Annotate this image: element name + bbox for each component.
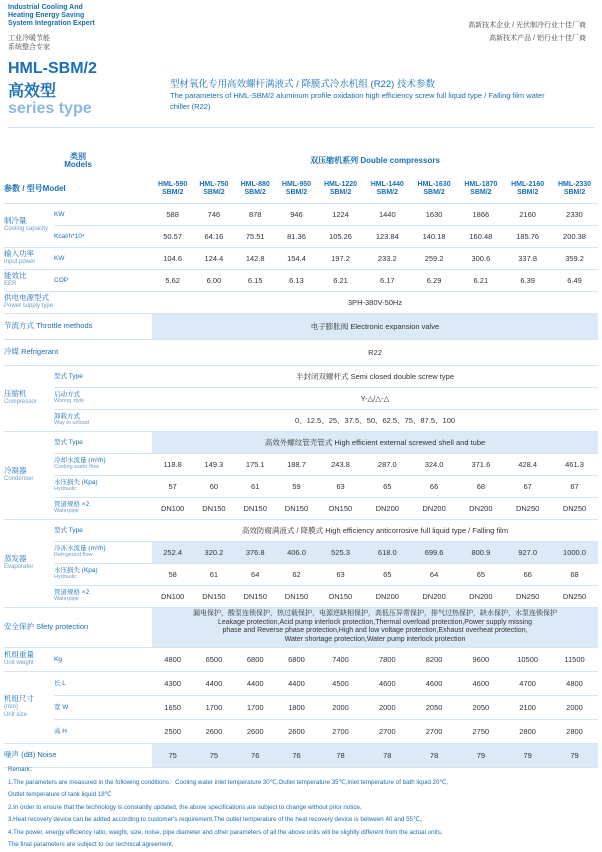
cell: 67: [504, 475, 551, 497]
cooling-kw-row: [4, 203, 598, 225]
evaporator-drop-row: [4, 563, 598, 585]
model-column-header: HML-1220 SBM/2: [317, 175, 364, 203]
sub-label: 管道规格 ×2 Waterpipe: [54, 585, 152, 607]
model-column-header: HML-2330 SBM/2: [551, 175, 598, 203]
cell: 359.2: [551, 247, 598, 269]
model-column-header: HML-880 SBM/2: [235, 175, 276, 203]
model-column-header: HML-2160 SBM/2: [504, 175, 551, 203]
cell: 7400: [317, 647, 364, 671]
noise-label: 噪声 (dB) Noise: [4, 743, 152, 767]
cell: 371.6: [457, 453, 504, 475]
condenser-pipe-row: [4, 497, 598, 519]
cell: 2000: [364, 695, 411, 719]
cell: 6.15: [235, 269, 276, 291]
weight-row: [4, 647, 598, 671]
cell: 66: [504, 563, 551, 585]
cell: 76: [276, 743, 317, 767]
slogan-line: System Integration Expert: [8, 20, 95, 27]
cell: 2330: [551, 203, 598, 225]
cell: 66: [411, 475, 458, 497]
input-power-row: [4, 247, 598, 269]
cell: 2000: [551, 695, 598, 719]
sub-label: 宽 W: [54, 695, 152, 719]
cell: 4600: [411, 671, 458, 695]
start-row: [4, 387, 598, 409]
cell: DN250: [504, 497, 551, 519]
cell: DN150: [317, 497, 364, 519]
cell: 175.1: [235, 453, 276, 475]
unit-label: KW: [54, 247, 152, 269]
model-column-header: HML-1870 SBM/2: [457, 175, 504, 203]
cell: 185.76: [504, 225, 551, 247]
cell: 746: [193, 203, 234, 225]
sub-label: 长 L: [54, 671, 152, 695]
cell: 142.8: [235, 247, 276, 269]
cell: 4400: [276, 671, 317, 695]
model-column-header: HML-1630 SBM/2: [411, 175, 458, 203]
cell: 699.6: [411, 541, 458, 563]
cell: 58: [152, 563, 193, 585]
cell: 64: [411, 563, 458, 585]
remark-line: 1.The parameters are measured in the following conditions：Cooling water inlet temperature 30℃,Outlet temperature 35℃,Inlet temperature of bath liquid 20℃,: [8, 778, 449, 786]
param-model-label: 参数 / 型号Model: [4, 175, 152, 203]
cell: 78: [411, 743, 458, 767]
cell: 259.2: [411, 247, 458, 269]
cell: 1800: [276, 695, 317, 719]
width-row: [4, 695, 598, 719]
cell: 200.38: [551, 225, 598, 247]
cell: 1700: [193, 695, 234, 719]
cell: DN150: [193, 497, 234, 519]
cell: 6.39: [504, 269, 551, 291]
power-value: 3PH-380V-50Hz: [152, 291, 598, 313]
cell: DN200: [411, 497, 458, 519]
cell: 11500: [551, 647, 598, 671]
remarks: [8, 764, 594, 852]
cell: 2700: [411, 719, 458, 743]
power-label: 供电电源型式 Power supply type: [4, 291, 152, 313]
cell: 63: [317, 475, 364, 497]
cell: 337.8: [504, 247, 551, 269]
cell: 1440: [364, 203, 411, 225]
cell: 6.13: [276, 269, 317, 291]
cell: DN250: [551, 585, 598, 607]
cell: 2050: [457, 695, 504, 719]
cell: 4400: [235, 671, 276, 695]
cell: 160.48: [457, 225, 504, 247]
cell: 140.18: [411, 225, 458, 247]
sub-label: 型式 Type: [54, 519, 152, 541]
cell: 6800: [276, 647, 317, 671]
slogan-line: 工业冷暖节能: [8, 35, 50, 42]
cell: 2600: [193, 719, 234, 743]
cell: 65: [364, 563, 411, 585]
cell: 67: [551, 475, 598, 497]
evaporator-pipe-row: [4, 585, 598, 607]
sub-label: 型式 Type: [54, 431, 152, 453]
cell: 75: [152, 743, 193, 767]
cell: 65: [457, 563, 504, 585]
cell: 4500: [317, 671, 364, 695]
cell: 64.16: [193, 225, 234, 247]
cell: DN100: [152, 497, 193, 519]
cell: 63: [317, 563, 364, 585]
cell: 2500: [152, 719, 193, 743]
cell: 64: [235, 563, 276, 585]
cell: 6.21: [317, 269, 364, 291]
cell: 124.4: [193, 247, 234, 269]
model-column-header: HML-1440 SBM/2: [364, 175, 411, 203]
cell: 105.26: [317, 225, 364, 247]
cell: DN150: [276, 585, 317, 607]
cell: 2700: [317, 719, 364, 743]
cell: 800.9: [457, 541, 504, 563]
sub-label: 水压损失 (Kpa) Hydraulic: [54, 563, 152, 585]
group-title: 双压缩机系列 Double compressors: [310, 156, 440, 165]
throttle-value: 电子膨胀阀 Electronic expansion valve: [152, 313, 598, 339]
cell: DN200: [411, 585, 458, 607]
cell: DN150: [235, 585, 276, 607]
cell: 618.0: [364, 541, 411, 563]
remark-line: 4.The power, energy efficiency ratio, weight, size, noise, pipe diameter and other parameters of all the above units will be slightly different from the actual units.: [8, 828, 443, 836]
cell: DN250: [504, 585, 551, 607]
cell: 1866: [457, 203, 504, 225]
cell: 300.6: [457, 247, 504, 269]
cell: 6.49: [551, 269, 598, 291]
cell: 4800: [152, 647, 193, 671]
cell: 118.8: [152, 453, 193, 475]
sub-label: 卸载方式 Way to unload: [54, 409, 152, 431]
cell: 65: [364, 475, 411, 497]
sub-label: 冷却水流量 (m³/h) Cooling water flow: [54, 453, 152, 475]
cell: 406.0: [276, 541, 317, 563]
cell: 149.3: [193, 453, 234, 475]
cell: 252.4: [152, 541, 193, 563]
cell: 68: [457, 475, 504, 497]
safety-value: [152, 607, 598, 647]
cell: 61: [193, 563, 234, 585]
cell: DN150: [276, 497, 317, 519]
remark-line: The final parameters are subject to our technical agreement.: [8, 841, 174, 848]
cell: 4400: [193, 671, 234, 695]
cell: 287.0: [364, 453, 411, 475]
model-title: HML-SBM/2: [8, 60, 97, 77]
cell: 946: [276, 203, 317, 225]
cell: 4700: [504, 671, 551, 695]
cell: DN250: [551, 497, 598, 519]
cell: 8200: [411, 647, 458, 671]
sub-label: 管道规格 ×2 Waterpipe: [54, 497, 152, 519]
honor-tag-1: 高新技术企业 / 光伏制冷行业十佳厂商: [468, 22, 586, 29]
cell: 10500: [504, 647, 551, 671]
cell: 154.4: [276, 247, 317, 269]
cell: 2800: [551, 719, 598, 743]
cell: 9600: [457, 647, 504, 671]
safety-line: phase and Reverse phase protection,High and low voltage protection,Exhaust overheat protection,: [222, 627, 528, 634]
model-column-header: HML-950 SBM/2: [276, 175, 317, 203]
remark-line: Outlet temperature of tank liquid 18℃: [8, 791, 112, 798]
length-row: [4, 671, 598, 695]
unload-value: 0、12.5、25、37.5、50、62.5、75、87.5、100: [152, 409, 598, 431]
model-column-header: HML-750 SBM/2: [193, 175, 234, 203]
cooling-label: 制冷量 Cooling capacity: [4, 203, 54, 247]
start-value: Y-△/△-△: [152, 387, 598, 409]
cell: 78: [364, 743, 411, 767]
cell: 104.6: [152, 247, 193, 269]
safety-row: [4, 607, 598, 647]
cell: 5.62: [152, 269, 193, 291]
type-title: 高效型: [8, 83, 57, 100]
cell: 81.36: [276, 225, 317, 247]
condenser-type-value: 高效外螺纹管壳管式 High efficient external screwed shell and tube: [152, 431, 598, 453]
cell: 79: [551, 743, 598, 767]
cell: DN200: [364, 585, 411, 607]
divider: [8, 127, 594, 128]
cell: 2100: [504, 695, 551, 719]
safety-line: 漏电保护，酸泵连锁保护，热过载保护，电源逆缺相保护，高低压异常保护，排气过热保护，缺水保护，水泵连锁保护: [193, 610, 557, 617]
safety-line: Leakage protection,Acid pump interlock protection,Thermal overload protection,Power supply missing: [218, 618, 532, 626]
throttle-row: [4, 313, 598, 339]
cell: 233.2: [364, 247, 411, 269]
cell: DN200: [457, 585, 504, 607]
subtitle-english: The parameters of HML-SBM/2 aluminum profile oxidation high efficiency screw full liquid type / Falling film water chiller (R22): [170, 91, 545, 111]
cell: DN200: [364, 497, 411, 519]
cell: 588: [152, 203, 193, 225]
cell: 4300: [152, 671, 193, 695]
cell: DN150: [193, 585, 234, 607]
cell: 878: [235, 203, 276, 225]
cell: 50.57: [152, 225, 193, 247]
evaporator-flow-row: [4, 541, 598, 563]
cell: 57: [152, 475, 193, 497]
unit-label: KW: [54, 203, 152, 225]
size-label: 机组尺寸 (mm) Unit size: [4, 671, 54, 743]
cell: 2800: [504, 719, 551, 743]
cell: 68: [551, 563, 598, 585]
sub-label: 启动方式 Woring style: [54, 387, 152, 409]
refrigerant-label: 冷媒 Refrigerant: [4, 339, 152, 365]
subtitle-chinese: 型材氧化专用高效螺杆满液式 / 降膜式冷水机组 (R22) 技术参数: [170, 79, 435, 90]
cell: 6.29: [411, 269, 458, 291]
cell: 927.0: [504, 541, 551, 563]
cell: DN150: [317, 585, 364, 607]
remark-line: 2.In order to ensure that the technology is constantly updated, the above specifications are subject to change without prior notice。: [8, 803, 367, 811]
cell: 2000: [317, 695, 364, 719]
cell: 75: [193, 743, 234, 767]
cell: DN100: [152, 585, 193, 607]
eer-label: 能效比 EER: [4, 269, 54, 291]
models-cn: 类别: [70, 152, 86, 161]
cell: 243.8: [317, 453, 364, 475]
evaporator-type-value: 高效防腐满液式 / 降膜式 High efficiency anticorrosive full liquid type / Falling film: [152, 519, 598, 541]
cell: 2160: [504, 203, 551, 225]
condenser-flow-row: [4, 453, 598, 475]
cell: 376.8: [235, 541, 276, 563]
cell: 2600: [276, 719, 317, 743]
unit-label: Kcal/h*10⁴: [54, 225, 152, 247]
condenser-drop-row: [4, 475, 598, 497]
models-en: Models: [64, 160, 92, 169]
cell: 2050: [411, 695, 458, 719]
company-english-slogan: [8, 4, 158, 28]
cell: 59: [276, 475, 317, 497]
cell: 6.00: [193, 269, 234, 291]
models-label: [4, 147, 152, 175]
compressor-label: 压缩机 Compressor: [4, 365, 54, 431]
spec-table: [4, 147, 598, 768]
model-header-row: [4, 175, 598, 203]
cell: 324.0: [411, 453, 458, 475]
cell: DN150: [235, 497, 276, 519]
cell: DN200: [457, 497, 504, 519]
company-chinese-slogan: [8, 34, 50, 52]
cell: 2600: [235, 719, 276, 743]
condenser-label: 冷凝器 Condenser: [4, 431, 54, 519]
cell: 6.17: [364, 269, 411, 291]
cell: 1700: [235, 695, 276, 719]
slogan-line: Heating Energy Saving: [8, 12, 85, 19]
safety-label: 安全保护 Sfety protection: [4, 607, 152, 647]
slogan-line: Industrial Cooling And: [8, 4, 83, 11]
evaporator-label: 蒸发器 Evaporater: [4, 519, 54, 607]
cell: 6.21: [457, 269, 504, 291]
honor-tag-2: 高新技术产品 / 铝行业十佳厂商: [489, 35, 586, 42]
evaporator-type-row: [4, 519, 598, 541]
cell: 75.51: [235, 225, 276, 247]
sub-label: 型式 Type: [54, 365, 152, 387]
cell: 1224: [317, 203, 364, 225]
weight-label: 机组重量 Unit weight: [4, 647, 54, 671]
unload-row: [4, 409, 598, 431]
eer-row: [4, 269, 598, 291]
cell: 188.7: [276, 453, 317, 475]
remark-line: 3.Heat recovery device can be added according to customer's requirement,The outlet temperature of the heat recovery device is between 40 and 55℃。: [8, 816, 427, 823]
cell: 6500: [193, 647, 234, 671]
cell: 76: [235, 743, 276, 767]
cell: 197.2: [317, 247, 364, 269]
cell: 62: [276, 563, 317, 585]
cell: 2700: [364, 719, 411, 743]
unit-label: Kg: [54, 647, 152, 671]
compressor-type-row: [4, 365, 598, 387]
cell: 428.4: [504, 453, 551, 475]
cell: 79: [457, 743, 504, 767]
throttle-label: 节流方式 Throttle methods: [4, 313, 152, 339]
height-row: [4, 719, 598, 743]
cell: 4800: [551, 671, 598, 695]
slogan-line: 系统整合专家: [8, 44, 50, 51]
unit-label: COP: [54, 269, 152, 291]
condenser-type-row: [4, 431, 598, 453]
cell: 78: [317, 743, 364, 767]
model-column-header: HML-590 SBM/2: [152, 175, 193, 203]
cell: 6800: [235, 647, 276, 671]
power-supply-row: [4, 291, 598, 313]
compressor-type-value: 半封闭双螺杆式 Semi closed double screw type: [152, 365, 598, 387]
cell: 4600: [457, 671, 504, 695]
cell: 2750: [457, 719, 504, 743]
remark-line: Remark：: [8, 766, 36, 773]
cell: 1650: [152, 695, 193, 719]
cell: 461.3: [551, 453, 598, 475]
cell: 61: [235, 475, 276, 497]
cooling-kcal-row: [4, 225, 598, 247]
series-title: series type: [8, 100, 92, 117]
cell: 7800: [364, 647, 411, 671]
sub-label: 高 H: [54, 719, 152, 743]
cell: 79: [504, 743, 551, 767]
sub-label: 水压损失 (Kpa) Hydraulic: [54, 475, 152, 497]
cell: 4600: [364, 671, 411, 695]
refrigerant-row: [4, 339, 598, 365]
cell: 320.2: [193, 541, 234, 563]
refrigerant-value: R22: [152, 339, 598, 365]
cell: 1000.0: [551, 541, 598, 563]
cell: 60: [193, 475, 234, 497]
cell: 1630: [411, 203, 458, 225]
cell: 525.3: [317, 541, 364, 563]
input-label: 输入功率 Input power: [4, 247, 54, 269]
cell: 123.84: [364, 225, 411, 247]
safety-line: Water shortage protection,Water pump interlock protection: [284, 635, 466, 643]
sub-label: 冷冻水流量 (m³/h) Refrigerant flow: [54, 541, 152, 563]
